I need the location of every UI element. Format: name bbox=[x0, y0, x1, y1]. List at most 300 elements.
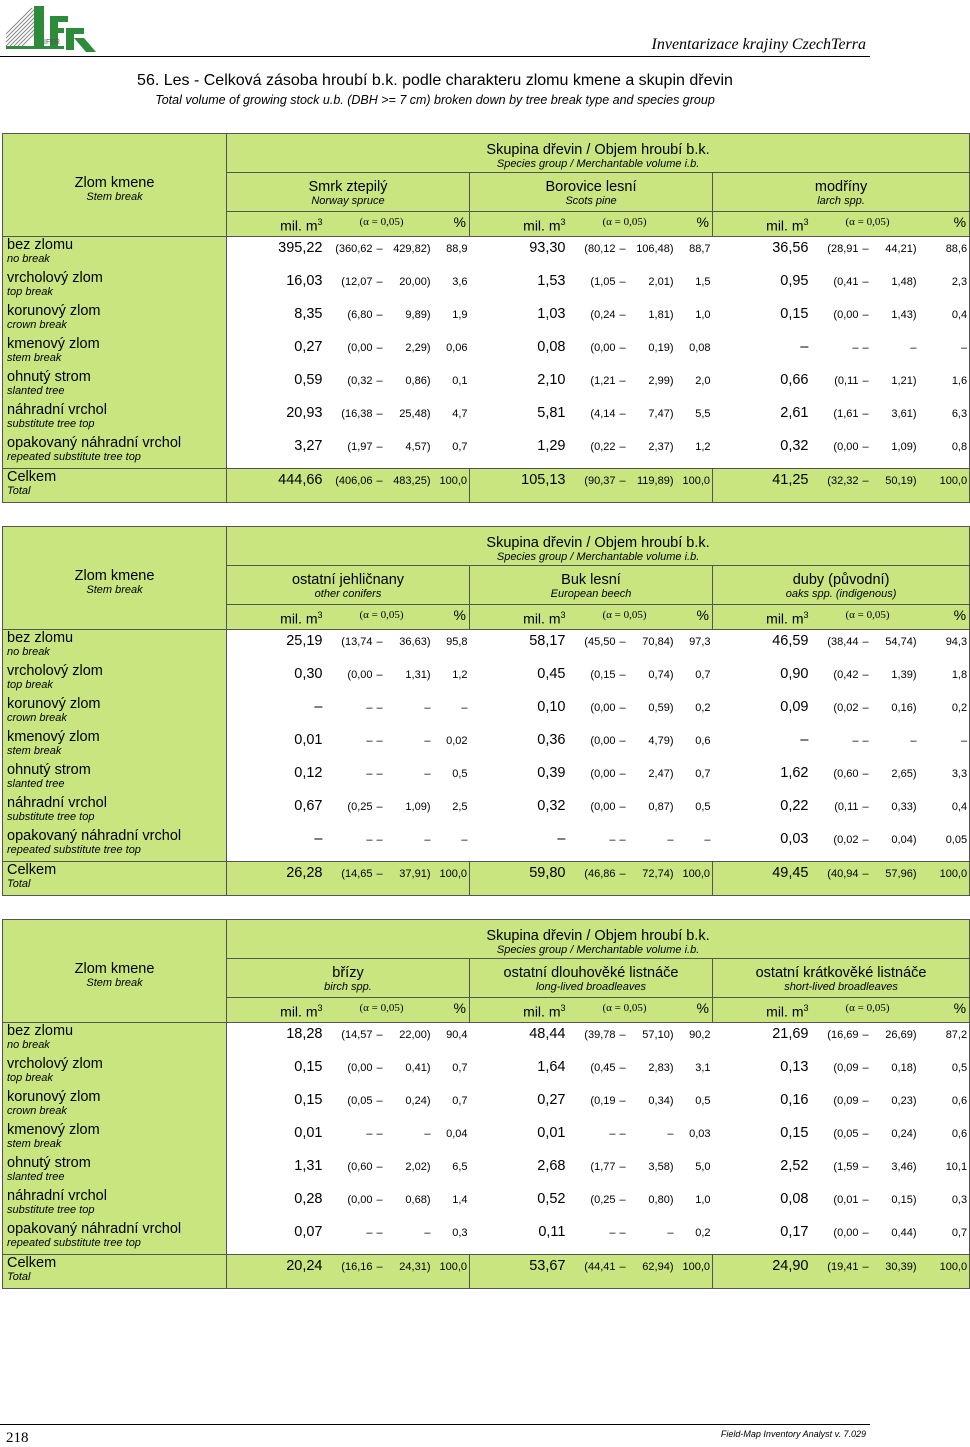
cell-percent: 3,6 bbox=[452, 276, 468, 288]
ci-upper: 0,18) bbox=[891, 1062, 917, 1074]
cell-percent: – bbox=[704, 834, 711, 846]
cell-value: 1,29 bbox=[537, 438, 566, 454]
cell-ci: (0,09 – 0,18) bbox=[813, 1056, 923, 1089]
ci-upper: 1,43) bbox=[891, 309, 917, 321]
cell-ci: – – – bbox=[813, 336, 923, 369]
cell-percent: 2,3 bbox=[923, 270, 970, 303]
percent-label: % bbox=[680, 212, 713, 237]
cell-percent: 1,2 bbox=[452, 669, 468, 681]
total-value: 20,24 bbox=[227, 1255, 327, 1289]
ci-lower: – bbox=[366, 834, 373, 846]
cell-value: 58,17 bbox=[470, 630, 570, 664]
cell-percent: 4,7 bbox=[452, 408, 468, 420]
ci-lower: (16,38 bbox=[341, 408, 373, 420]
total-percent: 100,0 bbox=[923, 469, 970, 503]
cell-value: 0,52 bbox=[537, 1191, 566, 1207]
cell-percent: – bbox=[461, 834, 468, 846]
ci-lower: – bbox=[609, 1227, 616, 1239]
percent-label: % bbox=[437, 605, 470, 630]
total-row bbox=[3, 862, 970, 896]
table-row bbox=[3, 729, 970, 762]
total-label: Celkem Total bbox=[3, 1255, 227, 1289]
cell-percent: – bbox=[923, 729, 970, 762]
ci-lower: (0,01 bbox=[833, 1194, 859, 1206]
ci-upper: – bbox=[424, 1128, 431, 1140]
cell-value: 0,09 bbox=[780, 699, 809, 715]
ci-lower: (1,77 bbox=[590, 1161, 616, 1173]
total-percent: 100,0 bbox=[923, 1255, 970, 1289]
percent-label: % bbox=[923, 605, 970, 630]
cell-value: 18,28 bbox=[227, 1023, 327, 1057]
cell-ci: (0,45 – 2,83) bbox=[570, 1056, 680, 1089]
cell-ci: (1,21 – 2,99) bbox=[570, 369, 680, 402]
header-rule bbox=[0, 56, 870, 57]
cell-percent: 1,6 bbox=[923, 369, 970, 402]
ci-upper: 3,61) bbox=[891, 408, 917, 420]
ci-lower: (80,12 bbox=[584, 243, 616, 255]
percent-label: % bbox=[437, 998, 470, 1023]
cell-percent: 1,9 bbox=[452, 309, 468, 321]
cell-value: 0,36 bbox=[537, 732, 566, 748]
ci-lower: (0,24 bbox=[590, 309, 616, 321]
page-subtitle: Total volume of growing stock u.b. (DBH >= 7 cm) broken down by tree break type and species group bbox=[155, 93, 715, 107]
stem-break-header: Zlom kmene Stem break bbox=[3, 134, 227, 237]
ci-upper: 2,37) bbox=[648, 441, 674, 453]
ci-upper: 1,09) bbox=[891, 441, 917, 453]
table-row bbox=[3, 1089, 970, 1122]
ci-upper: 0,04) bbox=[891, 834, 917, 846]
cell-ci: (1,59 – 3,46) bbox=[813, 1155, 923, 1188]
table-block-1 bbox=[2, 133, 968, 503]
ci-lower: (0,19 bbox=[590, 1095, 616, 1107]
species-header: modříny larch spp. bbox=[713, 173, 970, 212]
cell-value: 2,52 bbox=[780, 1158, 809, 1174]
cell-ci: (1,77 – 3,58) bbox=[570, 1155, 680, 1188]
row-label: ohnutý strom slanted tree bbox=[3, 762, 227, 795]
ci-lower: (0,32 bbox=[347, 375, 373, 387]
cell-value: 0,22 bbox=[780, 798, 809, 814]
cell-percent: 0,04 bbox=[446, 1128, 468, 1140]
ci-lower: (360,62 bbox=[335, 243, 373, 255]
ci-lower: (38,44 bbox=[827, 636, 859, 648]
cell-percent: 88,9 bbox=[437, 237, 470, 271]
cell-value: 25,19 bbox=[227, 630, 327, 664]
confidence-label: (α = 0,05) bbox=[327, 212, 437, 237]
ci-lower: – bbox=[852, 342, 859, 354]
cell-ci: (0,00 – 1,31) bbox=[327, 663, 437, 696]
row-label: korunový zlom crown break bbox=[3, 696, 227, 729]
cell-value: 0,03 bbox=[780, 831, 809, 847]
ci-upper: – bbox=[424, 768, 431, 780]
ci-lower: (1,59 bbox=[833, 1161, 859, 1173]
ci-lower: (0,41 bbox=[833, 276, 859, 288]
cell-value: 5,81 bbox=[537, 405, 566, 421]
total-percent: 100,0 bbox=[680, 862, 713, 896]
confidence-label: (α = 0,05) bbox=[813, 212, 923, 237]
cell-value: 0,45 bbox=[537, 666, 566, 682]
ci-lower: (0,00 bbox=[347, 342, 373, 354]
ci-upper: 2,01) bbox=[648, 276, 674, 288]
ci-lower: (0,05 bbox=[833, 1128, 859, 1140]
total-ci: (406,06 – 483,25) bbox=[327, 469, 437, 503]
cell-ci: (0,60 – 2,02) bbox=[327, 1155, 437, 1188]
cell-value: 1,64 bbox=[537, 1059, 566, 1075]
ci-upper: 0,24) bbox=[405, 1095, 431, 1107]
cell-ci: (0,41 – 1,48) bbox=[813, 270, 923, 303]
ci-lower: (0,42 bbox=[833, 669, 859, 681]
ci-upper: 4,79) bbox=[648, 735, 674, 747]
unit-label: mil. $m^3$ bbox=[227, 998, 327, 1023]
table-row bbox=[3, 1056, 970, 1089]
ci-lower: (13,74 bbox=[341, 636, 373, 648]
cell-ci: (0,60 – 2,65) bbox=[813, 762, 923, 795]
ci-upper: – bbox=[424, 1227, 431, 1239]
unit-label: mil. $m^3$ bbox=[713, 605, 813, 630]
cell-percent: 1,0 bbox=[695, 1194, 711, 1206]
cell-value: 0,08 bbox=[537, 339, 566, 355]
cell-percent: 0,4 bbox=[923, 795, 970, 828]
cell-value: 46,59 bbox=[713, 630, 813, 664]
cell-percent: 1,2 bbox=[695, 441, 711, 453]
cell-value: 16,03 bbox=[227, 270, 327, 303]
ci-upper: 0,34) bbox=[648, 1095, 674, 1107]
cell-ci: (6,80 – 9,89) bbox=[327, 303, 437, 336]
ci-upper: 0,24) bbox=[891, 1128, 917, 1140]
cell-percent: 95,8 bbox=[437, 630, 470, 664]
cell-value: 1,62 bbox=[780, 765, 809, 781]
ci-lower: (0,00 bbox=[347, 1062, 373, 1074]
volume-table bbox=[2, 919, 970, 1289]
ci-upper: 1,21) bbox=[891, 375, 917, 387]
ci-lower: (0,00 bbox=[590, 735, 616, 747]
ci-lower: (0,25 bbox=[347, 801, 373, 813]
cell-percent: 0,3 bbox=[452, 1227, 468, 1239]
table-row bbox=[3, 828, 970, 862]
confidence-label: (α = 0,05) bbox=[327, 998, 437, 1023]
cell-value: 395,22 bbox=[227, 237, 327, 271]
ci-upper: 1,48) bbox=[891, 276, 917, 288]
cell-value: 0,13 bbox=[780, 1059, 809, 1075]
ci-lower: (0,00 bbox=[347, 669, 373, 681]
ci-upper: 0,59) bbox=[648, 702, 674, 714]
species-header: ostatní dlouhověké listnáče long-lived broadleaves bbox=[470, 959, 713, 998]
software-version: Field-Map Inventory Analyst v. 7.029 bbox=[720, 1429, 866, 1439]
ci-upper: 0,15) bbox=[891, 1194, 917, 1206]
stem-break-header: Zlom kmene Stem break bbox=[3, 920, 227, 1023]
cell-value: – bbox=[227, 696, 327, 729]
unit-label: mil. $m^3$ bbox=[713, 998, 813, 1023]
cell-percent: 97,3 bbox=[680, 630, 713, 664]
cell-percent: 0,1 bbox=[452, 375, 468, 387]
total-ci: (40,94 – 57,96) bbox=[813, 862, 923, 896]
cell-percent: 3,3 bbox=[923, 762, 970, 795]
row-label: náhradní vrchol substitute tree top bbox=[3, 1188, 227, 1221]
ci-lower: (6,80 bbox=[347, 309, 373, 321]
cell-value: – bbox=[557, 831, 566, 847]
unit-label: mil. $m^3$ bbox=[470, 212, 570, 237]
cell-percent: 0,7 bbox=[452, 1095, 468, 1107]
page-title: 56. Les - Celková zásoba hroubí b.k. podle charakteru zlomu kmene a skupin dřevin bbox=[137, 72, 733, 89]
table-row bbox=[3, 1023, 970, 1057]
row-label: vrcholový zlom top break bbox=[3, 270, 227, 303]
ci-lower: (1,61 bbox=[833, 408, 859, 420]
total-label: Celkem Total bbox=[3, 862, 227, 896]
ci-upper: 0,80) bbox=[648, 1194, 674, 1206]
cell-ci: (0,11 – 1,21) bbox=[813, 369, 923, 402]
ci-lower: (0,25 bbox=[590, 1194, 616, 1206]
total-row bbox=[3, 469, 970, 503]
cell-value: 0,07 bbox=[227, 1221, 327, 1255]
total-ci: (32,32 – 50,19) bbox=[813, 469, 923, 503]
table-row bbox=[3, 630, 970, 664]
cell-ci: (0,02 – 0,04) bbox=[813, 828, 923, 862]
cell-value: 0,27 bbox=[537, 1092, 566, 1108]
ci-upper: – bbox=[424, 735, 431, 747]
ci-upper: 2,02) bbox=[405, 1161, 431, 1173]
row-label: korunový zlom crown break bbox=[3, 303, 227, 336]
total-percent: 100,0 bbox=[923, 862, 970, 896]
cell-ci: (0,25 – 0,80) bbox=[570, 1188, 680, 1221]
cell-ci: (0,01 – 0,15) bbox=[813, 1188, 923, 1221]
cell-percent: 0,8 bbox=[923, 435, 970, 469]
cell-percent: 0,5 bbox=[695, 801, 711, 813]
cell-percent: 0,6 bbox=[923, 1089, 970, 1122]
total-ci: (44,41 – 62,94) bbox=[570, 1255, 680, 1289]
table-row bbox=[3, 237, 970, 271]
cell-value: 0,17 bbox=[780, 1224, 809, 1240]
percent-label: % bbox=[923, 998, 970, 1023]
cell-percent: 0,06 bbox=[446, 342, 468, 354]
cell-ci: – – – bbox=[327, 696, 437, 729]
total-percent: 100,0 bbox=[437, 862, 470, 896]
cell-percent: 0,7 bbox=[452, 441, 468, 453]
table-row bbox=[3, 336, 970, 369]
ci-lower: (0,02 bbox=[833, 834, 859, 846]
ci-lower: (1,21 bbox=[590, 375, 616, 387]
cell-ci: (0,00 – 0,59) bbox=[570, 696, 680, 729]
cell-ci: – – – bbox=[327, 729, 437, 762]
ci-upper: 2,29) bbox=[405, 342, 431, 354]
cell-value: 0,15 bbox=[227, 1089, 327, 1122]
ci-lower: (0,60 bbox=[347, 1161, 373, 1173]
row-label: opakovaný náhradní vrchol repeated substitute tree top bbox=[3, 435, 227, 469]
ci-lower: (0,05 bbox=[347, 1095, 373, 1107]
ci-lower: (0,09 bbox=[833, 1062, 859, 1074]
cell-percent: 90,2 bbox=[680, 1023, 713, 1057]
ci-lower: (1,05 bbox=[590, 276, 616, 288]
cell-value: 0,67 bbox=[227, 795, 327, 828]
unit-label: mil. $m^3$ bbox=[227, 212, 327, 237]
unit-label: mil. $m^3$ bbox=[713, 212, 813, 237]
confidence-label: (α = 0,05) bbox=[813, 605, 923, 630]
cell-ci: (0,02 – 0,16) bbox=[813, 696, 923, 729]
cell-value: 36,56 bbox=[713, 237, 813, 271]
cell-percent: 88,6 bbox=[923, 237, 970, 271]
cell-value: 1,31 bbox=[227, 1155, 327, 1188]
total-value: 59,80 bbox=[470, 862, 570, 896]
cell-ci: (0,00 – 0,68) bbox=[327, 1188, 437, 1221]
species-header: Borovice lesní Scots pine bbox=[470, 173, 713, 212]
ci-upper: 4,57) bbox=[405, 441, 431, 453]
percent-label: % bbox=[437, 212, 470, 237]
cell-ci: (0,00 – 0,44) bbox=[813, 1221, 923, 1255]
ci-lower: (0,00 bbox=[590, 801, 616, 813]
ci-lower: – bbox=[366, 702, 373, 714]
ci-lower: (12,07 bbox=[341, 276, 373, 288]
ci-lower: – bbox=[609, 1128, 616, 1140]
ci-upper: 0,33) bbox=[891, 801, 917, 813]
cell-value: 0,95 bbox=[780, 273, 809, 289]
cell-ci: (1,97 – 4,57) bbox=[327, 435, 437, 469]
ci-upper: 1,81) bbox=[648, 309, 674, 321]
ci-lower: (14,57 bbox=[341, 1029, 373, 1041]
ci-upper: 3,58) bbox=[648, 1161, 674, 1173]
ci-lower: (0,11 bbox=[834, 801, 859, 813]
ci-upper: – bbox=[424, 702, 431, 714]
row-label: kmenový zlom stem break bbox=[3, 336, 227, 369]
cell-ci: (0,15 – 0,74) bbox=[570, 663, 680, 696]
species-header: Smrk ztepilý Norway spruce bbox=[227, 173, 470, 212]
cell-value: 3,27 bbox=[227, 435, 327, 469]
cell-value: 0,16 bbox=[780, 1092, 809, 1108]
cell-value: 0,01 bbox=[537, 1125, 566, 1141]
table-row bbox=[3, 663, 970, 696]
confidence-label: (α = 0,05) bbox=[570, 998, 680, 1023]
ci-lower: (39,78 bbox=[584, 1029, 616, 1041]
ci-upper: – bbox=[910, 735, 917, 747]
running-title: Inventarizace krajiny CzechTerra bbox=[651, 36, 866, 53]
ci-lower: (45,50 bbox=[584, 636, 616, 648]
cell-value: 8,35 bbox=[227, 303, 327, 336]
total-value: 26,28 bbox=[227, 862, 327, 896]
cell-ci: (38,44 – 54,74) bbox=[813, 630, 923, 664]
cell-value: 2,10 bbox=[537, 372, 566, 388]
cell-percent: 0,5 bbox=[923, 1056, 970, 1089]
ci-upper: 9,89) bbox=[405, 309, 431, 321]
ci-upper: 106,48) bbox=[636, 243, 674, 255]
cell-value: 0,30 bbox=[227, 663, 327, 696]
total-label: Celkem Total bbox=[3, 469, 227, 503]
total-value: 444,66 bbox=[227, 469, 327, 503]
cell-ci: (1,05 – 2,01) bbox=[570, 270, 680, 303]
table-row bbox=[3, 369, 970, 402]
cell-percent: 1,8 bbox=[923, 663, 970, 696]
cell-value: 0,15 bbox=[780, 306, 809, 322]
cell-value: – bbox=[227, 828, 327, 862]
cell-ci: (0,05 – 0,24) bbox=[813, 1122, 923, 1155]
ci-upper: – bbox=[667, 834, 674, 846]
ci-upper: 1,39) bbox=[891, 669, 917, 681]
cell-percent: 0,7 bbox=[452, 1062, 468, 1074]
cell-percent: 0,02 bbox=[446, 735, 468, 747]
unit-label: mil. $m^3$ bbox=[227, 605, 327, 630]
ci-upper: – bbox=[667, 1128, 674, 1140]
cell-value: 0,01 bbox=[227, 729, 327, 762]
ci-upper: 0,74) bbox=[648, 669, 674, 681]
row-label: opakovaný náhradní vrchol repeated substitute tree top bbox=[3, 1221, 227, 1255]
row-label: kmenový zlom stem break bbox=[3, 729, 227, 762]
cell-percent: – bbox=[461, 702, 468, 714]
cell-ci: – – – bbox=[570, 1122, 680, 1155]
cell-ci: (0,25 – 1,09) bbox=[327, 795, 437, 828]
ci-upper: 25,48) bbox=[399, 408, 431, 420]
cell-value: 0,66 bbox=[780, 372, 809, 388]
ci-upper: 44,21) bbox=[885, 243, 917, 255]
cell-value: 93,30 bbox=[470, 237, 570, 271]
cell-percent: – bbox=[923, 336, 970, 369]
cell-ci: (13,74 – 36,63) bbox=[327, 630, 437, 664]
cell-ci: (0,00 – 4,79) bbox=[570, 729, 680, 762]
total-percent: 100,0 bbox=[437, 1255, 470, 1289]
ci-upper: 0,19) bbox=[648, 342, 674, 354]
row-label: korunový zlom crown break bbox=[3, 1089, 227, 1122]
ci-upper: 57,10) bbox=[642, 1029, 674, 1041]
cell-ci: – – – bbox=[327, 1122, 437, 1155]
ci-lower: (4,14 bbox=[590, 408, 616, 420]
cell-value: 0,32 bbox=[537, 798, 566, 814]
cell-percent: 0,03 bbox=[689, 1128, 711, 1140]
cell-value: 48,44 bbox=[470, 1023, 570, 1057]
ci-upper: 0,16) bbox=[891, 702, 917, 714]
cell-percent: 5,0 bbox=[695, 1161, 711, 1173]
cell-ci: (0,11 – 0,33) bbox=[813, 795, 923, 828]
ci-lower: – bbox=[366, 1227, 373, 1239]
ci-lower: (0,45 bbox=[590, 1062, 616, 1074]
cell-value: 0,27 bbox=[227, 336, 327, 369]
species-header: duby (původní) oaks spp. (indigenous) bbox=[713, 566, 970, 605]
cell-percent: 0,08 bbox=[689, 342, 711, 354]
row-label: náhradní vrchol substitute tree top bbox=[3, 402, 227, 435]
cell-ci: (0,22 – 2,37) bbox=[570, 435, 680, 469]
cell-value: 21,69 bbox=[713, 1023, 813, 1057]
ci-lower: – bbox=[366, 768, 373, 780]
species-header: Buk lesní European beech bbox=[470, 566, 713, 605]
cell-value: 0,32 bbox=[780, 438, 809, 454]
species-group-header: Skupina dřevin / Objem hroubí b.k. Species group / Merchantable volume i.b. bbox=[227, 527, 970, 566]
ci-lower: – bbox=[366, 735, 373, 747]
cell-ci: (0,19 – 0,34) bbox=[570, 1089, 680, 1122]
cell-ci: – – – bbox=[327, 828, 437, 862]
cell-value: 0,15 bbox=[780, 1125, 809, 1141]
total-ci: (19,41 – 30,39) bbox=[813, 1255, 923, 1289]
cell-value: 2,61 bbox=[780, 405, 809, 421]
total-value: 49,45 bbox=[713, 862, 813, 896]
ci-lower: (0,00 bbox=[590, 702, 616, 714]
ci-upper: 0,87) bbox=[648, 801, 674, 813]
cell-percent: 3,1 bbox=[695, 1062, 711, 1074]
cell-ci: (0,42 – 1,39) bbox=[813, 663, 923, 696]
ci-lower: (0,00 bbox=[833, 441, 859, 453]
svg-text:IFER: IFER bbox=[44, 39, 60, 46]
cell-ci: (0,00 – 1,09) bbox=[813, 435, 923, 469]
ci-upper: 0,86) bbox=[405, 375, 431, 387]
cell-ci: (0,00 – 0,41) bbox=[327, 1056, 437, 1089]
cell-value: – bbox=[800, 339, 809, 355]
ci-lower: (0,15 bbox=[590, 669, 616, 681]
species-header: ostatní krátkověké listnáče short-lived broadleaves bbox=[713, 959, 970, 998]
table-row bbox=[3, 1155, 970, 1188]
confidence-label: (α = 0,05) bbox=[327, 605, 437, 630]
ci-lower: (0,00 bbox=[347, 1194, 373, 1206]
cell-ci: (0,00 – 0,19) bbox=[570, 336, 680, 369]
ci-upper: 2,65) bbox=[891, 768, 917, 780]
cell-percent: 0,2 bbox=[923, 696, 970, 729]
cell-percent: 0,2 bbox=[695, 702, 711, 714]
ci-upper: 22,00) bbox=[399, 1029, 431, 1041]
percent-label: % bbox=[680, 605, 713, 630]
cell-percent: 1,5 bbox=[695, 276, 711, 288]
total-value: 105,13 bbox=[470, 469, 570, 503]
